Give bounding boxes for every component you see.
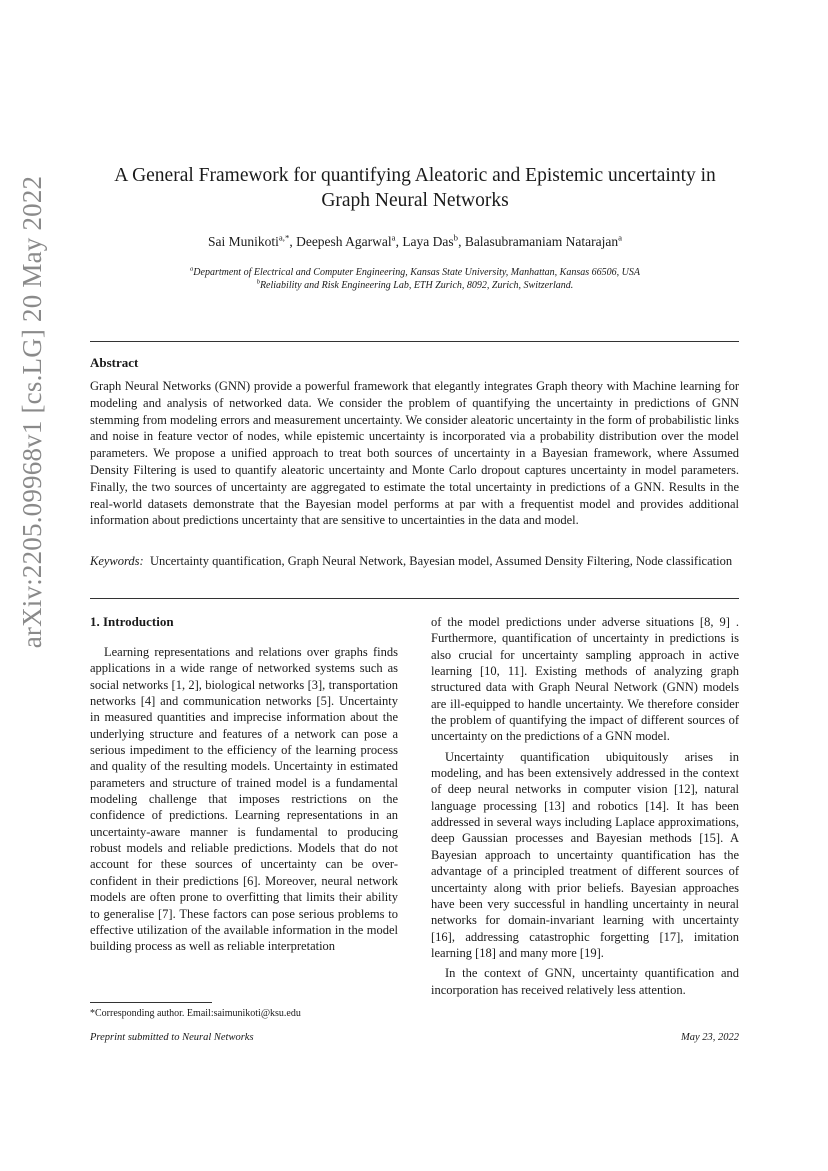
keywords-divider [90, 598, 739, 599]
footer-date: May 23, 2022 [680, 1032, 739, 1043]
section-heading: 1. Introduction [90, 614, 174, 629]
keywords-text: Uncertainty quantification, Graph Neural Network, Bayesian model, Assumed Density Filtering, Node classification [149, 554, 733, 568]
left-column [90, 644, 398, 955]
keywords-label: Keywords: [90, 554, 144, 568]
abstract-heading: Abstract [90, 355, 139, 370]
paragraph: Uncertainty quantification ubiquitously arises in modeling, and has been extensively addressed in the context of deep neural networks in computer vision [12], natural language processing [13] and robotics [14]. It has been addressed in several ways including Laplace approximations, deep Gaussian processes and Bayesian methods [15]. A Bayesian approach to uncertainty quantification has the advantage of a principled treatment of different sources of uncertainty along with prior beliefs. Bayesian approaches have been very successful in handling uncertainty in neural networks for domain-invariant learning with uncertainty [16], addressing catastrophic forgetting [17], imitation learning [18] and many more [19]. [431, 749, 739, 960]
author-list: Sai Munikoti$^{a,*}$, Deepesh Agarwal$^a$, Laya Das$^b$, Balasubramaniam Natarajan$^a$ [207, 232, 623, 249]
right-column [431, 614, 739, 998]
author-4: Balasubramaniam Natarajan$^a$ [464, 232, 623, 249]
affiliation-a: $^a$Department of Electrical and Computer Engineering, Kansas State University, Manhattan, Kansas 66506, USA [190, 265, 640, 278]
paragraph: Learning representations and relations over graphs finds applications in a wide range of networked systems such as social networks [1, 2], biological networks [3], transportation networks [4] and communication networks [5]. Uncertainty in measured quantities and imprecise information about the underlying structure and features of a network can pose a serious impediment to the efficiency of the learning process and quality of the resulting models. Uncertainty in estimated parameters and structure of trained model is a fundamental modeling challenge that imposes restrictions on the confidence of predictions. Learning representations in an uncertainty-aware manner is fundamental to producing robust models and reliable predictions. Models that do not account for these sources of uncertainty can be over-confident in their predictions [6]. Moreover, neural network models are often prone to overfitting that limits their ability to generalise [7]. These factors can pose serious problems to effective utilization of the available information in the model building process as well as reliable interpretation [90, 645, 398, 954]
keywords [90, 553, 739, 570]
author-1: Sai Munikoti$^{a,*}$ [207, 232, 290, 249]
top-divider [90, 341, 739, 342]
footnote: *Corresponding author. Email:saimunikoti@ksu.edu [90, 1008, 301, 1019]
affiliation-b: $^b$Reliability and Risk Engineering Lab, ETH Zurich, 8092, Zurich, Switzerland. [256, 278, 574, 291]
paragraph: In the context of GNN, uncertainty quantification and incorporation has received relatively less attention. [431, 966, 739, 997]
paper-title: A General Framework for quantifying Aleatoric and Epistemic uncertainty in Graph Neural Networks [114, 165, 716, 211]
footer-journal: Preprint submitted to Neural Networks [90, 1032, 254, 1043]
abstract-text: Graph Neural Networks (GNN) provide a powerful framework that elegantly integrates Graph theory with Machine learning for modeling and analysis of networked data. We consider the problem of quantifying the uncertainty in predictions of GNN stemming from modeling errors and measurement uncertainty. We consider aleatoric uncertainty in the form of probabilistic links and noise in feature vector of nodes, while epistemic uncertainty is incorporated via a probability distribution over the model parameters. We propose a unified approach to treat both sources of uncertainty in a Bayesian framework, where Assumed Density Filtering is used to quantify aleatoric uncertainty and Monte Carlo dropout captures uncertainty in model parameters. Finally, the two sources of uncertainty are aggregated to estimate the total uncertainty in predictions of a GNN. Results in the real-world datasets demonstrate that the Bayesian model performs at par with a frequentist model and provides additional information about predictions uncertainty that are sensitive to uncertainties in the data and model. [90, 379, 739, 528]
arxiv-identifier: arXiv:2205.09968v1 [cs.LG] 20 May 2022 [17, 175, 47, 649]
paragraph: of the model predictions under adverse situations [8, 9] . Furthermore, quantification of uncertainty in predictions is also crucial for uncertainty sampling approach in active learning [10, 11]. Existing methods of analyzing graph structured data with Graph Neural Network (GNN) models are ill-equipped to handle uncertainty. We therefore consider the problem of quantifying the impact of different sources of uncertainty on the predictions of a GNN model. [431, 615, 739, 744]
footnote-rule [90, 1002, 212, 1003]
author-2: Deepesh Agarwal$^a$ [296, 232, 396, 249]
author-3: Laya Das$^b$ [402, 232, 459, 249]
